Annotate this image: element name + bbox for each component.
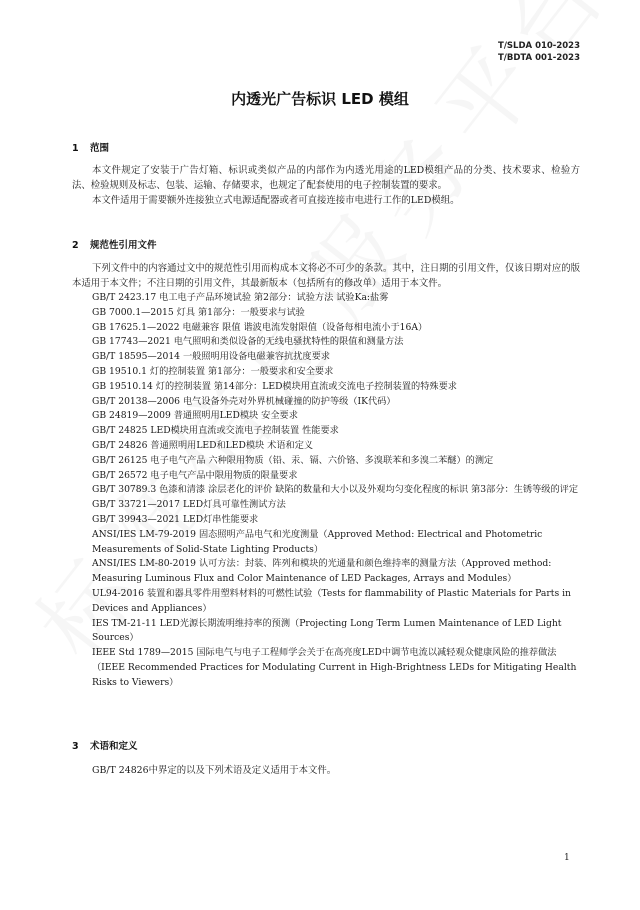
standard-codes bbox=[498, 40, 580, 64]
section-title: 术语和定义 bbox=[90, 741, 138, 752]
section-2-body bbox=[72, 261, 580, 691]
paragraph: 本文件适用于需要额外连接独立式电源适配器或者可直接连接市电进行工作的LED模组。 bbox=[92, 195, 460, 206]
section-number: 1 bbox=[72, 143, 79, 154]
reference-item: GB/T 26125 电子电气产品 六种限用物质（铅、汞、镉、六价铬、多溴联苯和多溴二苯醚）的测定 bbox=[92, 454, 494, 466]
paragraph: 本文件规定了安装于广告灯箱、标识或类似产品的内部作为内透光用途的LED模组产品的分类、技术要求、检验方法、检验规则及标志、包装、运输、存储要求，也规定了配套使用的电子控制装置的要求。 bbox=[72, 165, 580, 191]
reference-item: GB/T 18595—2014 一般照明用设备电磁兼容抗扰度要求 bbox=[92, 351, 330, 363]
reference-item: GB/T 30789.3 色漆和清漆 涂层老化的评价 缺陷的数量和大小以及外观均匀变化程度的标识 第3部分：生锈等级的评定 bbox=[92, 484, 579, 496]
section-3-body bbox=[72, 763, 580, 778]
reference-item: GB/T 2423.17 电工电子产品环境试验 第2部分：试验方法 试验Ka:盐雾 bbox=[92, 292, 389, 303]
reference-item: GB 17743—2021 电气照明和类似设备的无线电骚扰特性的限值和测量方法 bbox=[92, 336, 404, 348]
standard-code-slda: T/SLDA 010-2023 bbox=[498, 41, 580, 51]
reference-item: GB/T 33721—2017 LED灯具可靠性测试方法 bbox=[92, 499, 286, 511]
paragraph: 下列文件中的内容通过文中的规范性引用而构成本文将必不可少的条款。其中，注日期的引用文件，仅该日期对应的版本适用于本文件；不注日期的引用文件，其最新版本（包括所有的修改单）适用于本文件。 bbox=[72, 263, 580, 289]
section-title: 规范性引用文件 bbox=[90, 240, 157, 251]
reference-item: GB/T 20138—2006 电气设备外壳对外界机械碰撞的防护等级（IK代码） bbox=[92, 395, 396, 407]
reference-item: GB/T 24825 LED模块用直流或交流电子控制装置 性能要求 bbox=[92, 425, 339, 437]
section-number: 3 bbox=[72, 741, 79, 752]
page-number: 1 bbox=[564, 853, 570, 863]
reference-item: IES TM-21-11 LED光源长期流明维持率的预测（Projecting Long Term Lumen Maintenance of LED Light Sources） bbox=[92, 617, 562, 644]
section-1-heading bbox=[72, 140, 109, 154]
reference-list bbox=[72, 291, 580, 691]
section-number: 2 bbox=[72, 240, 79, 251]
reference-item: ANSI/IES LM-79-2019 固态照明产品电气和光度测量（Approved Method: Electrical and Photometric Measurements of Solid-State Lighting Products） bbox=[92, 528, 543, 555]
reference-item: GB/T 39943—2021 LED灯串性能要求 bbox=[92, 513, 259, 525]
reference-item: GB 7000.1—2015 灯具 第1部分：一般要求与试验 bbox=[92, 306, 305, 318]
section-title: 范围 bbox=[90, 143, 110, 154]
section-2-heading bbox=[72, 237, 157, 251]
reference-item: GB/T 24826 普通照明用LED和LED模块 术语和定义 bbox=[92, 439, 314, 451]
reference-item: GB 19510.1 灯的控制装置 第1部分：一般要求和安全要求 bbox=[92, 365, 334, 377]
reference-item: IEEE Std 1789—2015 国际电气与电子工程师学会关于在高亮度LED中调节电流以减轻观众健康风险的推荐做法（IEEE Recommended Practices for Modulating Current in High-Brightness LEDs for Mitigating Health Risks to Viewers） bbox=[92, 647, 577, 688]
reference-item: ANSI/IES LM-80-2019 认可方法：封装、阵列和模块的光通量和颜色维持率的测量方法（Approved method: Measuring Luminous Flux and Color Maintenance of LED Packages, Arrays and Modules） bbox=[92, 558, 552, 585]
reference-item: UL94-2016 装置和器具零件用塑料材料的可燃性试验（Tests for flammability of Plastic Materials for Parts in Devices and Appliances） bbox=[92, 587, 571, 614]
section-1-body bbox=[72, 163, 580, 208]
paragraph: GB/T 24826中界定的以及下列术语及定义适用于本文件。 bbox=[92, 765, 337, 776]
reference-item: GB 24819—2009 普通照明用LED模块 安全要求 bbox=[92, 410, 298, 422]
reference-item: GB 19510.14 灯的控制装置 第14部分：LED模块用直流或交流电子控制装置的特殊要求 bbox=[92, 380, 457, 392]
document-title: 内透光广告标识 LED 模组 bbox=[231, 90, 409, 108]
reference-item: GB/T 26572 电子电气产品中限用物质的限量要求 bbox=[92, 469, 298, 481]
section-3-heading bbox=[72, 738, 138, 752]
standard-code-bdta: T/BDTA 001-2023 bbox=[497, 53, 580, 63]
reference-item: GB 17625.1—2022 电磁兼容 限值 谐波电流发射限值（设备每相电流小于16A） bbox=[92, 321, 428, 333]
